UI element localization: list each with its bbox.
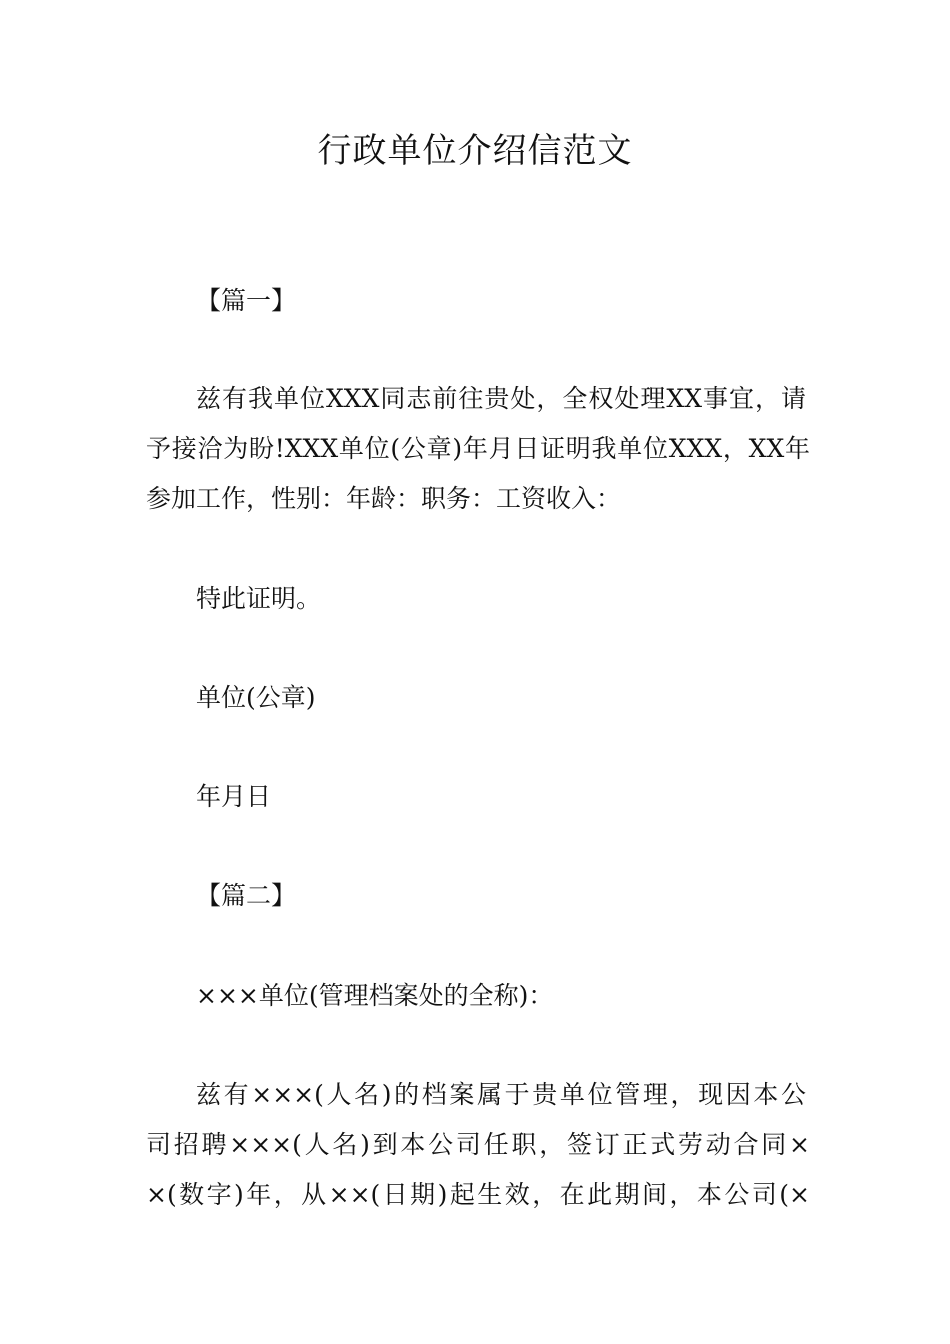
section-heading-2: 【篇二】 bbox=[196, 881, 297, 910]
document-title: 行政单位介绍信范文 bbox=[317, 131, 633, 171]
closing-text: 特此证明。 bbox=[196, 584, 322, 613]
section-heading-1: 【篇一】 bbox=[196, 286, 297, 315]
paragraph-line: 司招聘×××(人名)到本公司任职，签订正式劳动合同× bbox=[146, 1130, 810, 1159]
paragraph-line: 予接洽为盼!XXX单位(公章)年月日证明我单位XXX，XX年 bbox=[146, 434, 810, 463]
salutation: ×××单位(管理档案处的全称)： bbox=[196, 981, 554, 1010]
signature-date: 年月日 bbox=[196, 782, 272, 811]
paragraph-line: ×(数字)年，从××(日期)起生效，在此期间，本公司(× bbox=[146, 1180, 810, 1209]
signature-unit: 单位(公章) bbox=[196, 683, 316, 712]
paragraph-line: 兹有×××(人名)的档案属于贵单位管理，现因本公 bbox=[196, 1080, 806, 1109]
paragraph-line: 兹有我单位XXX同志前往贵处，全权处理XX事宜，请 bbox=[196, 384, 806, 413]
paragraph-line: 参加工作，性别：年龄：职务：工资收入： bbox=[146, 484, 622, 513]
